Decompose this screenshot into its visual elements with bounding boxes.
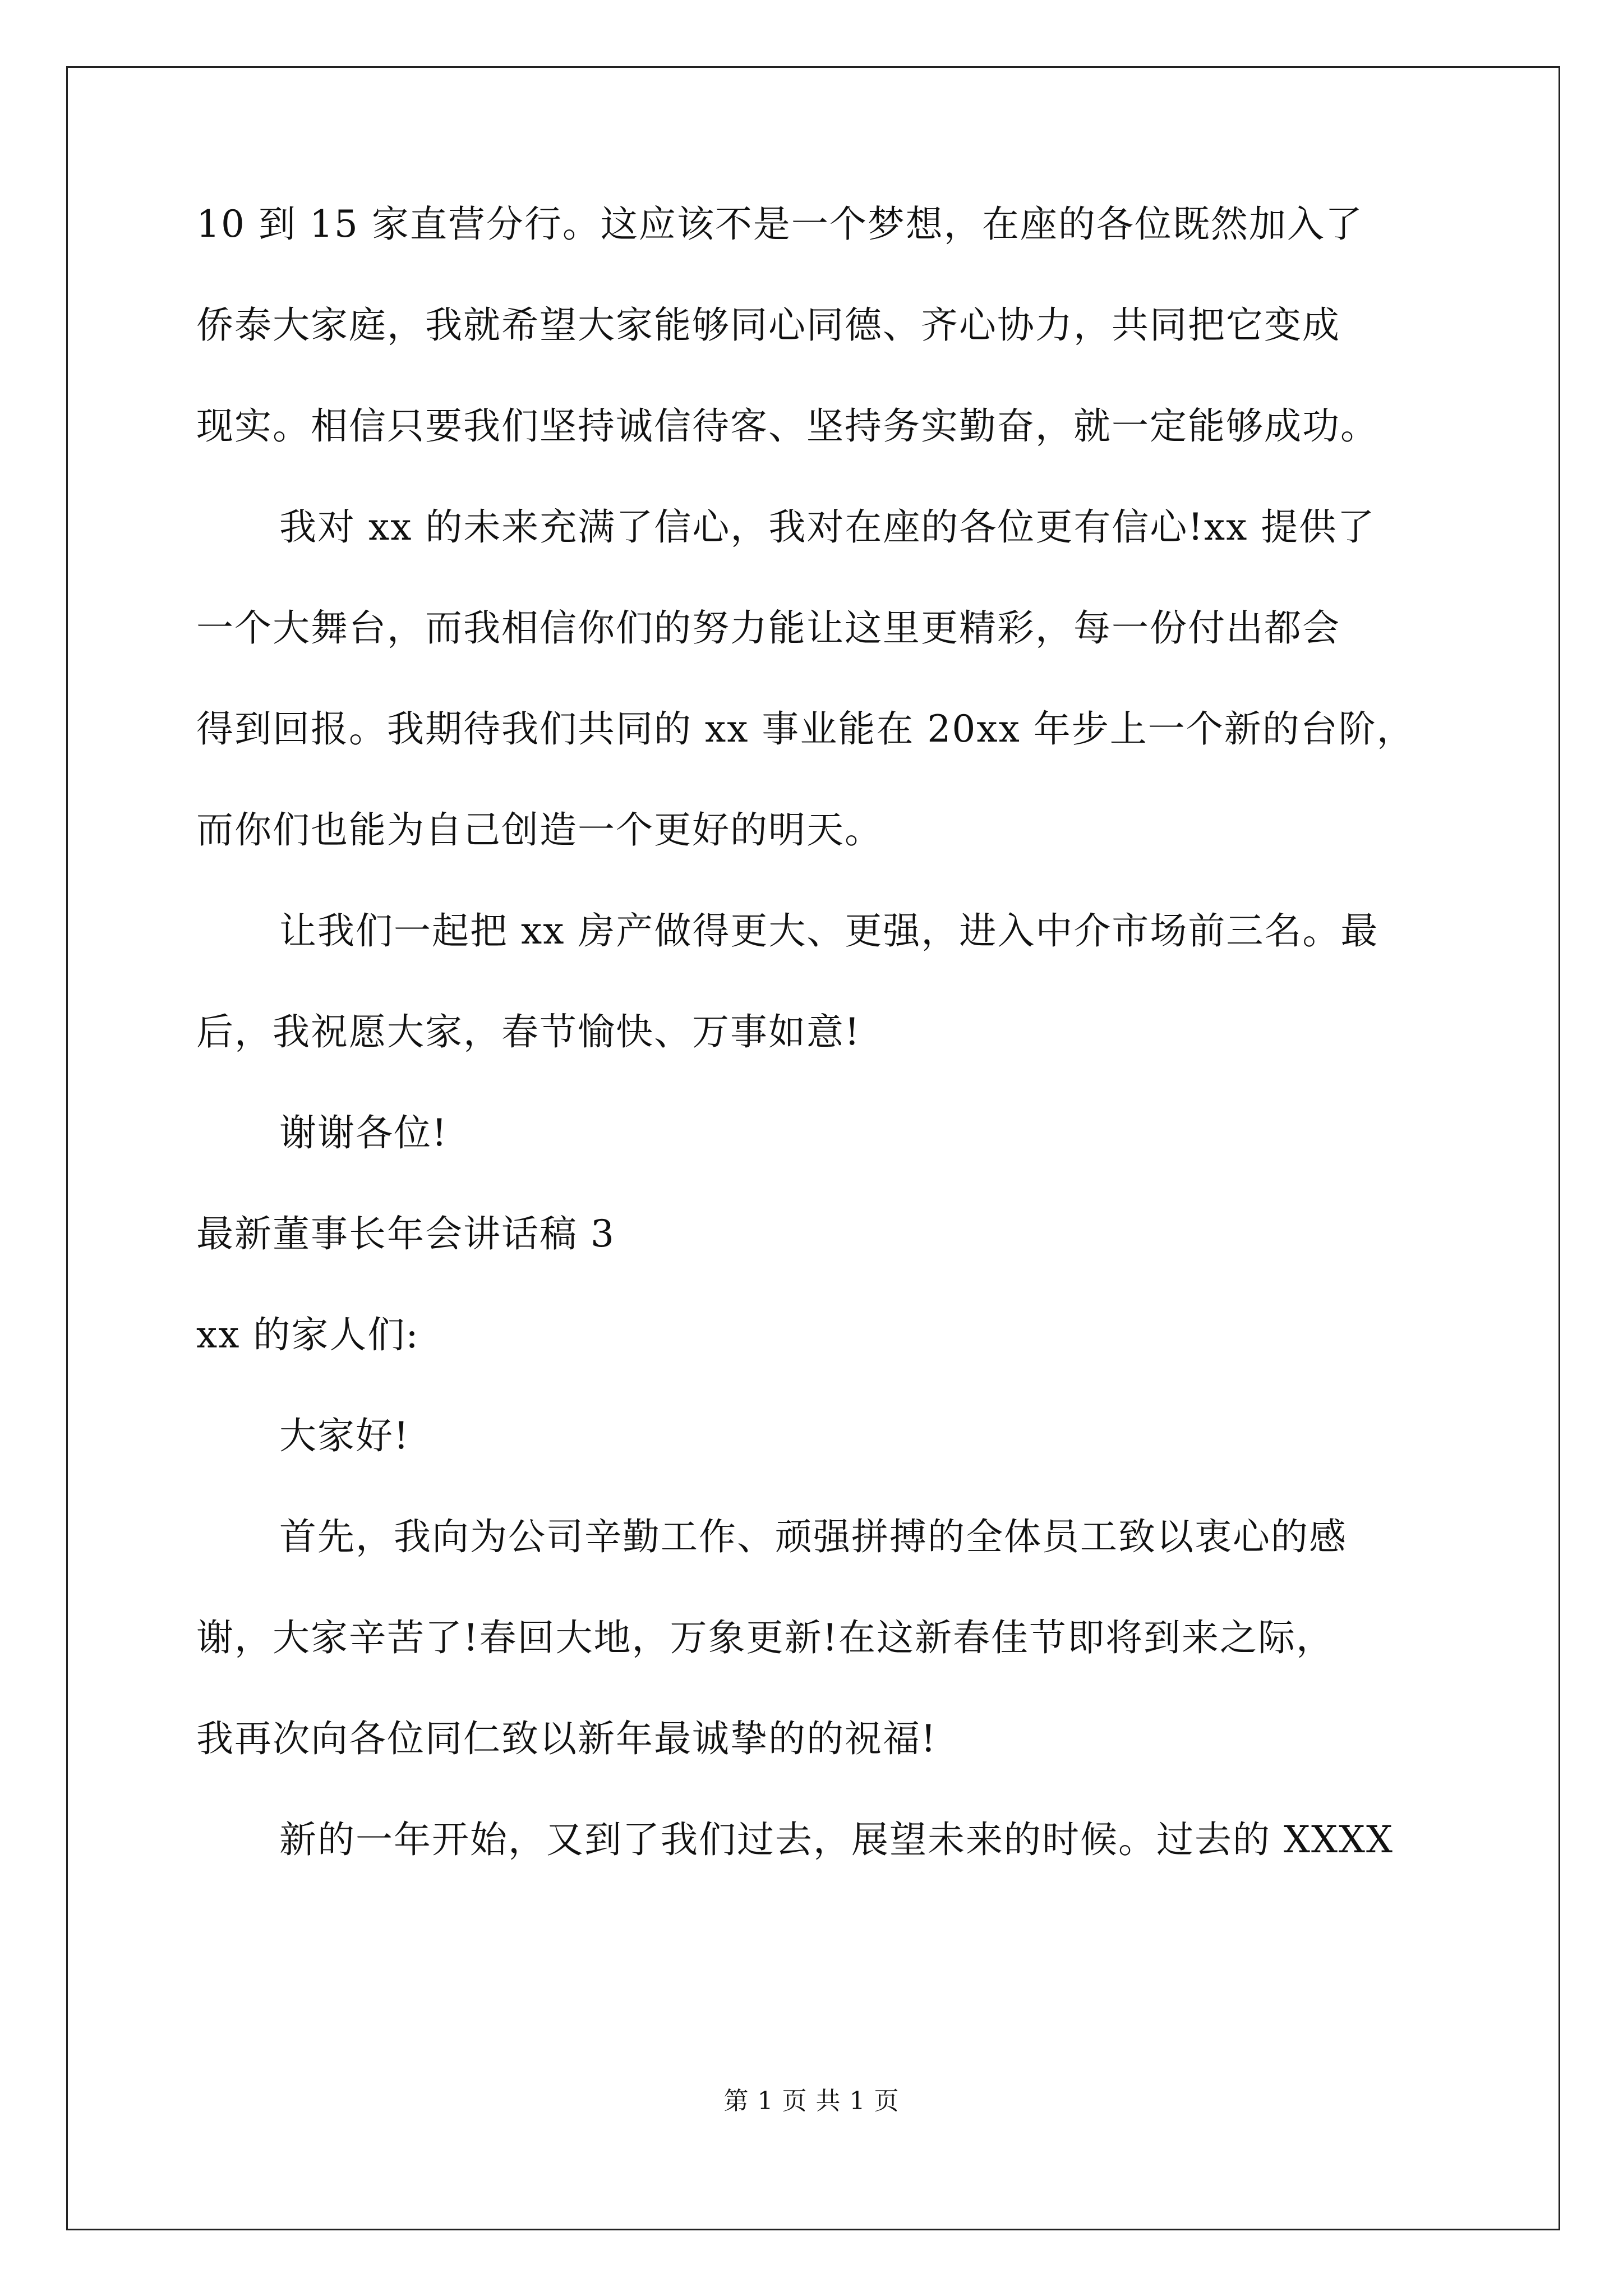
paragraph-line: 得到回报。我期待我们共同的 xx 事业能在 20xx 年步上一个新的台阶，	[196, 707, 1415, 751]
paragraph-line: 后，我祝愿大家，春节愉快、万事如意!	[196, 1010, 861, 1053]
paragraph-line: 谢，大家辛苦了!春回大地，万象更新!在这新春佳节即将到来之际，	[196, 1616, 1335, 1659]
paragraph-line: 谢谢各位!	[279, 1111, 448, 1154]
paragraph-line: 我再次向各位同仁致以新年最诚挚的的祝福!	[196, 1717, 937, 1760]
paragraph-line: 现实。相信只要我们坚持诚信待客、坚持务实勤奋，就一定能够成功。	[196, 404, 1378, 448]
paragraph-line: 侨泰大家庭，我就希望大家能够同心同德、齐心协力，共同把它变成	[196, 303, 1340, 347]
greeting: 大家好!	[279, 1414, 410, 1457]
page-footer: 第 1 页 共 1 页	[723, 2087, 900, 2115]
paragraph-line: 首先，我向为公司辛勤工作、顽强拼搏的全体员工致以衷心的感	[279, 1515, 1347, 1558]
paragraph-line: 而你们也能为自己创造一个更好的明天。	[196, 808, 883, 852]
section-title: 最新董事长年会讲话稿 3	[196, 1212, 615, 1255]
paragraph-line: 新的一年开始，又到了我们过去，展望未来的时候。过去的 XXXX	[279, 1818, 1394, 1861]
paragraph-line: 我对 xx 的未来充满了信心，我对在座的各位更有信心!xx 提供了	[279, 505, 1376, 549]
paragraph-line: 一个大舞台，而我相信你们的努力能让这里更精彩，每一份付出都会	[196, 606, 1340, 650]
paragraph-line: 10 到 15 家直营分行。这应该不是一个梦想，在座的各位既然加入了	[196, 203, 1363, 246]
salutation: xx 的家人们:	[196, 1313, 419, 1356]
paragraph-line: 让我们一起把 xx 房产做得更大、更强，进入中介市场前三名。最	[279, 909, 1379, 953]
